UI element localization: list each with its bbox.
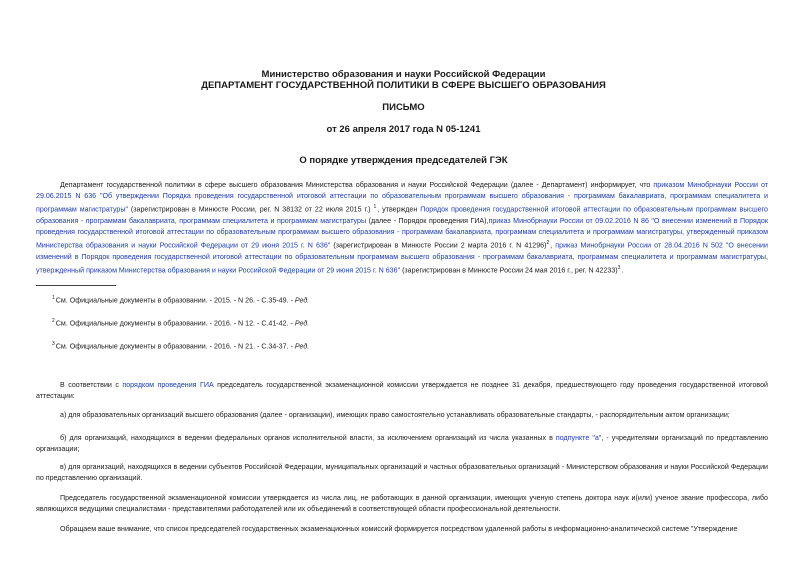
document-type: ПИСЬМО <box>382 102 425 113</box>
footnote-editor: Ред. <box>294 342 310 351</box>
intro-text: (далее - Порядок проведения ГИА), <box>366 216 489 225</box>
intro-text: , утвержден <box>377 205 421 214</box>
footnote-3 <box>52 339 309 351</box>
intro-text: (зарегистрирован в Минюсте России 2 марта 2016 г. N 41296) <box>330 241 547 250</box>
footnote-text: См. Официальные документы в образовании. - 2016. - N 12. - С.41-42. - <box>55 319 295 328</box>
intro-text: (зарегистрирован в Минюсте России 24 мая 2016 г., рег. N 42233) <box>400 266 618 275</box>
order-86-link[interactable]: приказ Минобрнауки России от 09.02.2016 N 86 "О внесении изменений в Порядок проведения государственной итоговой аттестации по образовательным программам высшего образования - программам бакалавриата, программам специалитета и программам магистратуры, утвержденный приказом Министерства образования и науки Российской Федерации от 29 июня 2015 г. N 636" <box>36 216 768 250</box>
footnote-marker: 1 <box>52 295 55 301</box>
footnote-marker[interactable]: 3 <box>617 265 621 272</box>
footnote-marker[interactable]: 1 <box>373 204 377 211</box>
intro-text: . <box>621 266 624 275</box>
department-title: ДЕПАРТАМЕНТ ГОСУДАРСТВЕННОЙ ПОЛИТИКИ В СФЕРЕ ВЫСШЕГО ОБРАЗОВАНИЯ <box>201 80 606 91</box>
item-v-paragraph: в) для организаций, находящихся в ведении субъектов Российской Федерации, муниципальных организаций и частных образовательных организаций - Министерством образования и науки Российской Федерации по представлению организаций. <box>36 463 768 483</box>
item-a-paragraph: а) для образовательных организаций высшего образования (далее - организации), имеющих право самостоятельно устанавливать образовательные стандарты, - распорядительным актом организации; <box>60 411 730 419</box>
footnote-editor: Ред. <box>294 296 310 305</box>
footnote-marker: 3 <box>52 341 55 347</box>
footnote-1 <box>52 293 309 305</box>
footnote-marker: 2 <box>52 318 55 324</box>
gia-procedure-link[interactable]: порядком проведения ГИА <box>122 381 214 389</box>
intro-text: (зарегистрирован в Минюсте России, рег. N 38132 от 22 июля 2015 г.) <box>127 205 374 214</box>
footnote-text: См. Официальные документы в образовании. - 2016. - N 21. - С.34-37. - <box>55 342 295 351</box>
order-636-link[interactable]: приказом Минобрнауки России от 29.06.2015 N 636 "Об утверждении Порядка проведения государственной итоговой аттестации по образовательным программам высшего образования - программам бакалавриата, программам специалитета и программам магистратуры" <box>36 181 768 214</box>
footnote-divider <box>36 285 116 286</box>
chairman-paragraph: Председатель государственной экзаменационной комиссии утверждается из числа лиц, не работающих в данной организации, имеющих ученую степень доктора наук и(или) ученое звание профессора, либо являющихся ведущими специалистами - представителями работодателей или их объединений в соответствующей области профессиональной деятельности. <box>36 494 768 514</box>
attention-paragraph: Обращаем ваше внимание, что список председателей государственных экзаменационных комиссий формируется посредством удаленной работы в информационно-аналитической системе "Утверждение <box>60 525 738 533</box>
intro-text: , <box>550 241 556 250</box>
body-text: В соответствии с <box>60 381 123 389</box>
ministry-title: Министерство образования и науки Российской Федерации <box>261 69 546 80</box>
gia-paragraph <box>36 380 768 402</box>
body-text: б) для организаций, находящихся в ведении федеральных органов исполнительной власти, за исключением организаций из числа указанных в <box>60 434 556 442</box>
footnote-text: См. Официальные документы в образовании. - 2015. - N 26. - С.35-49. - <box>55 296 295 305</box>
procedure-gia-link[interactable]: Порядок проведения государственной итоговой аттестации по образовательным программам высшего образования - программам бакалавриата, программам специалитета и программам магистратуры <box>36 205 768 225</box>
body-text: , - учредителями организаций по представлению организации; <box>36 434 769 454</box>
footnote-2 <box>52 316 309 328</box>
subparagraph-a-link[interactable]: подпункте "а" <box>555 434 602 442</box>
footnote-editor: Ред. <box>294 319 310 328</box>
document-subject: О порядке утверждения председателей ГЭК <box>299 155 508 166</box>
item-b-paragraph <box>36 433 768 455</box>
intro-paragraph <box>36 180 768 277</box>
body-text: председатель государственной экзаменационной комиссии утверждается не позднее 31 декабря, предшествующего году проведения государственной итоговой аттестации: <box>36 381 768 401</box>
document-date-number: от 26 апреля 2017 года N 05-1241 <box>326 124 481 135</box>
intro-text: Департамент государственной политики в сфере высшего образования Министерства образования и науки Российской Федерации (далее - Департамент) информирует, что <box>60 181 654 189</box>
order-502-link[interactable]: приказ Минобрнауки России от 28.04.2016 N 502 "О внесении изменений в Порядок проведения государственной итоговой аттестации по образовательным программам высшего образования - программам бакалавриата, программам специалитета и программам магистратуры, утвержденный приказом Министерства образования и науки Российской Федерации от 29 июня 2015 г. N 636" <box>36 241 768 275</box>
footnote-marker[interactable]: 2 <box>546 240 550 247</box>
